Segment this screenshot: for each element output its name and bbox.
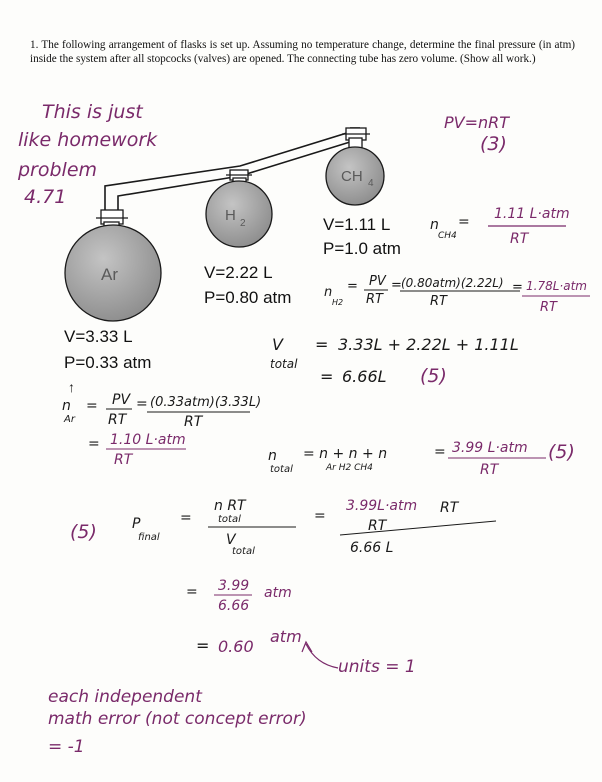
step-2 bbox=[186, 578, 292, 614]
svg-text:=: = bbox=[315, 335, 329, 354]
svg-text:n: n bbox=[62, 398, 71, 414]
n-total-equation bbox=[268, 444, 446, 475]
svg-text:6.66L: 6.66L bbox=[342, 367, 387, 386]
svg-text:math error (not concept error): math error (not concept error) bbox=[48, 709, 307, 729]
svg-text:=: = bbox=[180, 510, 192, 526]
svg-text:=: = bbox=[314, 508, 326, 524]
ideal-gas-law: PV=nRT bbox=[444, 113, 510, 132]
svg-text:n: n bbox=[324, 285, 333, 300]
svg-text:=: = bbox=[512, 280, 523, 295]
svg-text:n: n bbox=[430, 217, 439, 233]
svg-text:1.78L·atm: 1.78L·atm bbox=[526, 279, 587, 293]
svg-text:total: total bbox=[218, 514, 241, 525]
svg-text:=: = bbox=[196, 636, 210, 655]
flask-h2 bbox=[206, 178, 272, 247]
svg-text:=: = bbox=[88, 436, 100, 452]
svg-text:CH4: CH4 bbox=[438, 231, 457, 241]
n-ch4-result bbox=[488, 206, 570, 247]
arrow-up: ↑ bbox=[68, 379, 75, 395]
n-ar-result bbox=[106, 432, 186, 468]
svg-text:0.60: 0.60 bbox=[218, 637, 254, 656]
svg-text:RT: RT bbox=[480, 462, 499, 478]
svg-text:=: = bbox=[391, 278, 402, 293]
svg-text:PV: PV bbox=[369, 274, 386, 289]
ch4-volume: V=1.11 L bbox=[323, 215, 391, 234]
units-note: units = 1 bbox=[338, 657, 416, 677]
svg-text:atm: atm bbox=[270, 627, 302, 646]
svg-text:P: P bbox=[132, 516, 141, 532]
note-homework-1: This is just bbox=[42, 101, 143, 123]
svg-text:(0.33atm)(3.33L): (0.33atm)(3.33L) bbox=[150, 395, 262, 410]
svg-text:3.99 L·atm: 3.99 L·atm bbox=[452, 440, 528, 456]
ch4-pressure: P=1.0 atm bbox=[323, 239, 401, 258]
p-final-equation bbox=[132, 498, 326, 557]
v-total-equation bbox=[270, 335, 519, 386]
ar-volume: V=3.33 L bbox=[64, 327, 133, 346]
svg-text:V: V bbox=[226, 532, 236, 548]
svg-text:3.99: 3.99 bbox=[218, 578, 250, 594]
h2-pressure: P=0.80 atm bbox=[204, 288, 292, 307]
svg-text:Ar: Ar bbox=[64, 414, 75, 425]
svg-text:RT: RT bbox=[108, 412, 127, 428]
svg-text:3.99L·atm: 3.99L·atm bbox=[346, 498, 418, 514]
score-5c: (5) bbox=[70, 521, 97, 543]
note-homework-4: 4.71 bbox=[24, 186, 67, 208]
svg-text:1.10 L·atm: 1.10 L·atm bbox=[110, 432, 186, 448]
svg-text:(5): (5) bbox=[548, 441, 575, 463]
svg-text:RT: RT bbox=[184, 414, 203, 430]
flask-ar-label: Ar bbox=[101, 265, 118, 284]
svg-text:atm: atm bbox=[264, 585, 292, 601]
note-homework-2: like homework bbox=[18, 129, 158, 151]
svg-text:RT: RT bbox=[366, 292, 383, 307]
score-5a: (5) bbox=[420, 365, 447, 387]
svg-text:n: n bbox=[268, 448, 277, 464]
n-h2-result bbox=[522, 279, 590, 315]
svg-text:total: total bbox=[232, 546, 255, 557]
n-ch4-equation bbox=[430, 214, 470, 241]
svg-text:RT: RT bbox=[430, 294, 447, 309]
svg-text:=: = bbox=[86, 398, 98, 414]
svg-text:= n + n + n: = n + n + n bbox=[303, 446, 388, 462]
n-h2-equation bbox=[324, 274, 523, 309]
svg-text:RT: RT bbox=[114, 452, 133, 468]
score-3: (3) bbox=[480, 133, 507, 155]
flask-ch4-label: CH bbox=[341, 168, 363, 185]
n-total-result bbox=[448, 440, 575, 478]
svg-text:total: total bbox=[270, 464, 293, 475]
units-arrow bbox=[306, 644, 338, 668]
flask-ch4-sub: 4 bbox=[368, 178, 374, 189]
svg-text:final: final bbox=[138, 532, 160, 543]
svg-text:PV: PV bbox=[112, 392, 131, 408]
svg-text:3.33L + 2.22L + 1.11L: 3.33L + 2.22L + 1.11L bbox=[338, 335, 519, 354]
step-3 bbox=[196, 627, 302, 656]
svg-text:RT: RT bbox=[368, 518, 387, 534]
flask-h2-label: H bbox=[225, 207, 236, 224]
svg-text:RT: RT bbox=[540, 300, 557, 315]
svg-text:V: V bbox=[272, 335, 283, 354]
svg-text:=: = bbox=[434, 444, 446, 460]
flask-h2-sub: 2 bbox=[240, 218, 246, 229]
note-homework-3: problem bbox=[18, 159, 98, 181]
svg-text:6.66: 6.66 bbox=[218, 598, 250, 614]
flask-ar bbox=[65, 222, 161, 321]
svg-text:n RT: n RT bbox=[214, 498, 246, 514]
svg-text:each independent: each independent bbox=[48, 687, 202, 707]
grading-note bbox=[48, 687, 307, 757]
svg-text:(0.80atm)(2.22L): (0.80atm)(2.22L) bbox=[401, 276, 504, 290]
svg-text:RT: RT bbox=[510, 231, 529, 247]
svg-text:=: = bbox=[136, 396, 148, 412]
svg-text:6.66 L: 6.66 L bbox=[350, 540, 394, 556]
svg-text:1.11 L·atm: 1.11 L·atm bbox=[494, 206, 570, 222]
svg-text:RT: RT bbox=[440, 500, 459, 516]
h2-volume: V=2.22 L bbox=[204, 263, 273, 282]
svg-text:=: = bbox=[186, 584, 198, 600]
ar-pressure: P=0.33 atm bbox=[64, 353, 152, 372]
svg-text:Ar H2 CH4: Ar H2 CH4 bbox=[326, 463, 373, 473]
svg-text:= -1: = -1 bbox=[48, 737, 85, 757]
flask-ch4 bbox=[326, 138, 384, 205]
svg-text:=: = bbox=[458, 214, 470, 230]
svg-text:=: = bbox=[320, 367, 334, 386]
svg-text:H2: H2 bbox=[332, 298, 344, 307]
question-text: 1. The following arrangement of flasks is set up. Assuming no temperature change, determine the final pressure (in atm) inside the system after all stopcocks (valves) are opened. The connecting tube has zero volume. (Show all work.) bbox=[30, 39, 575, 65]
svg-text:total: total bbox=[270, 357, 298, 371]
svg-text:=: = bbox=[347, 279, 358, 294]
p-final-fraction bbox=[340, 498, 496, 556]
